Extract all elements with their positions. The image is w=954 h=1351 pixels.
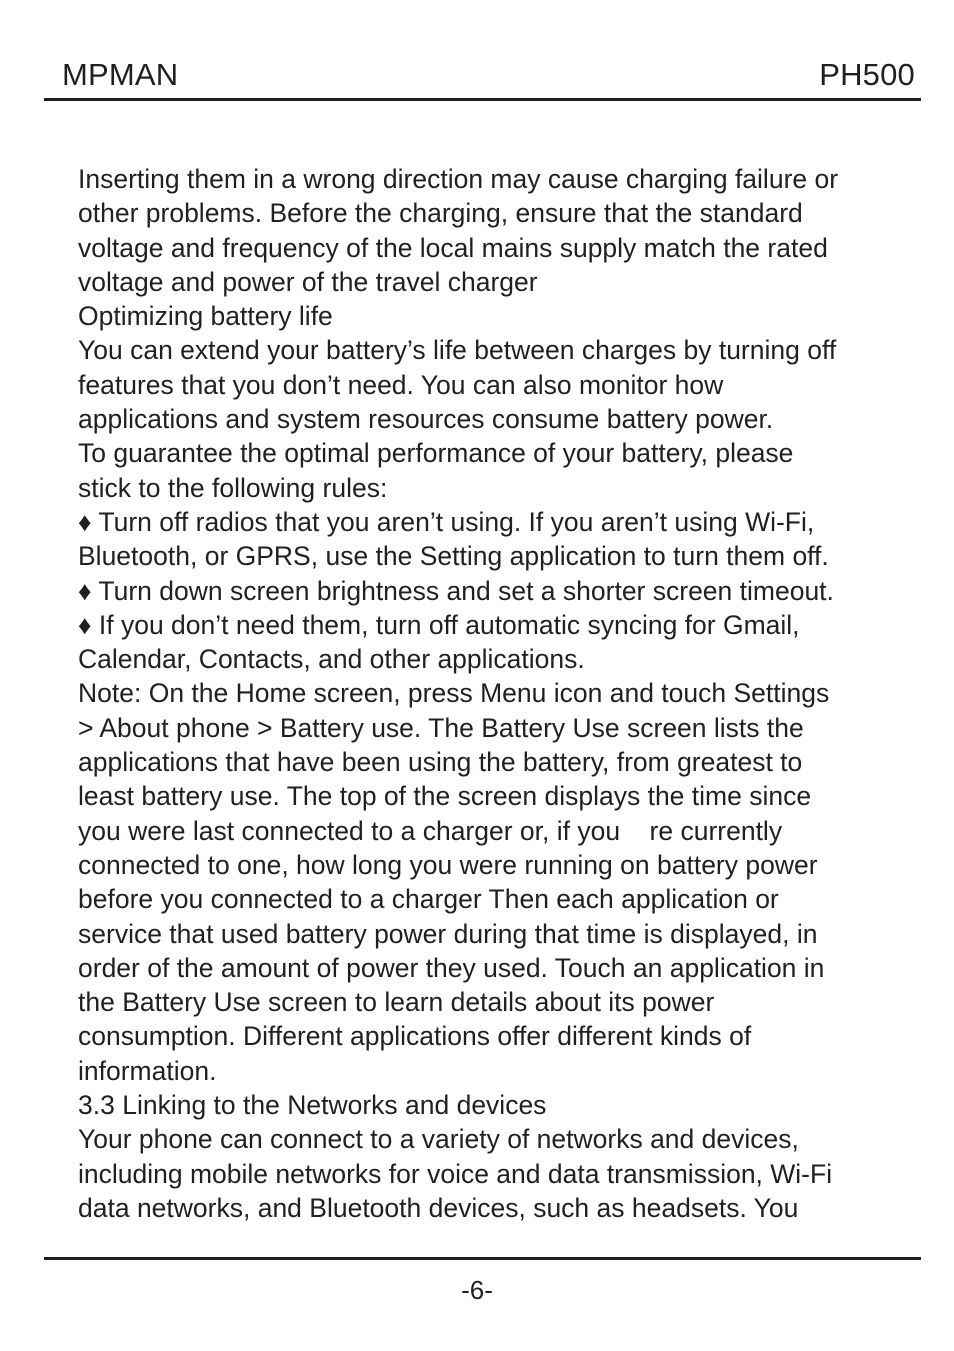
note-line: connected to one, how long you were running on battery power	[78, 849, 818, 880]
note-line: service that used battery power during that time is displayed, in	[78, 918, 818, 949]
note-line: order of the amount of power they used. Touch an application in	[78, 952, 825, 983]
body-line: voltage and frequency of the local mains supply match the rated	[78, 232, 828, 263]
note-line: applications that have been using the battery, from greatest to	[78, 747, 803, 778]
bullet-item: ♦ If you don’t need them, turn off automatic syncing for Gmail,	[78, 609, 800, 640]
body-line: You can extend your battery’s life between charges by turning off	[78, 335, 837, 366]
bullet-item: ♦ Turn down screen brightness and set a shorter screen timeout.	[78, 575, 834, 606]
bullet-item: ♦ Turn off radios that you aren’t using. If you aren’t using Wi-Fi,	[78, 506, 815, 537]
bullet-item-continued: Bluetooth, or GPRS, use the Setting application to turn them off.	[78, 541, 829, 572]
page-number: -6-	[461, 1275, 493, 1305]
note-line: information.	[78, 1055, 217, 1086]
page-body	[78, 162, 898, 1225]
section-heading-linking-networks: 3.3 Linking to the Networks and devices	[78, 1090, 547, 1121]
body-line: applications and system resources consume battery power.	[78, 404, 774, 435]
brand-name: MPMAN	[62, 57, 179, 92]
note-line: least battery use. The top of the screen displays the time since	[78, 781, 812, 812]
note-line: you were last connected to a charger or, if you re currently	[78, 815, 783, 846]
bullet-item-continued: Calendar, Contacts, and other applications.	[78, 644, 585, 675]
note-line: before you connected to a charger Then each application or	[78, 884, 779, 915]
body-line: Inserting them in a wrong direction may cause charging failure or	[78, 164, 839, 194]
section-heading-optimizing-battery-life: Optimizing battery life	[78, 301, 333, 332]
body-line: other problems. Before the charging, ensure that the standard	[78, 198, 803, 229]
body-line: features that you don’t need. You can also monitor how	[78, 369, 724, 400]
body-line: stick to the following rules:	[78, 472, 388, 503]
body-line: including mobile networks for voice and data transmission, Wi-Fi	[78, 1158, 833, 1189]
page-header	[44, 0, 921, 101]
note-line: consumption. Different applications offer different kinds of	[78, 1021, 752, 1052]
body-line: data networks, and Bluetooth devices, such as headsets. You	[78, 1192, 799, 1223]
body-line: To guarantee the optimal performance of your battery, please	[78, 438, 794, 469]
note-line: Note: On the Home screen, press Menu icon and touch Settings	[78, 678, 830, 709]
body-line: Your phone can connect to a variety of networks and devices,	[78, 1124, 799, 1155]
footer-divider	[44, 1257, 921, 1260]
model-name: PH500	[819, 57, 915, 92]
note-line: the Battery Use screen to learn details about its power	[78, 987, 715, 1018]
note-line: > About phone > Battery use. The Battery Use screen lists the	[78, 712, 804, 743]
body-line: voltage and power of the travel charger	[78, 266, 538, 297]
